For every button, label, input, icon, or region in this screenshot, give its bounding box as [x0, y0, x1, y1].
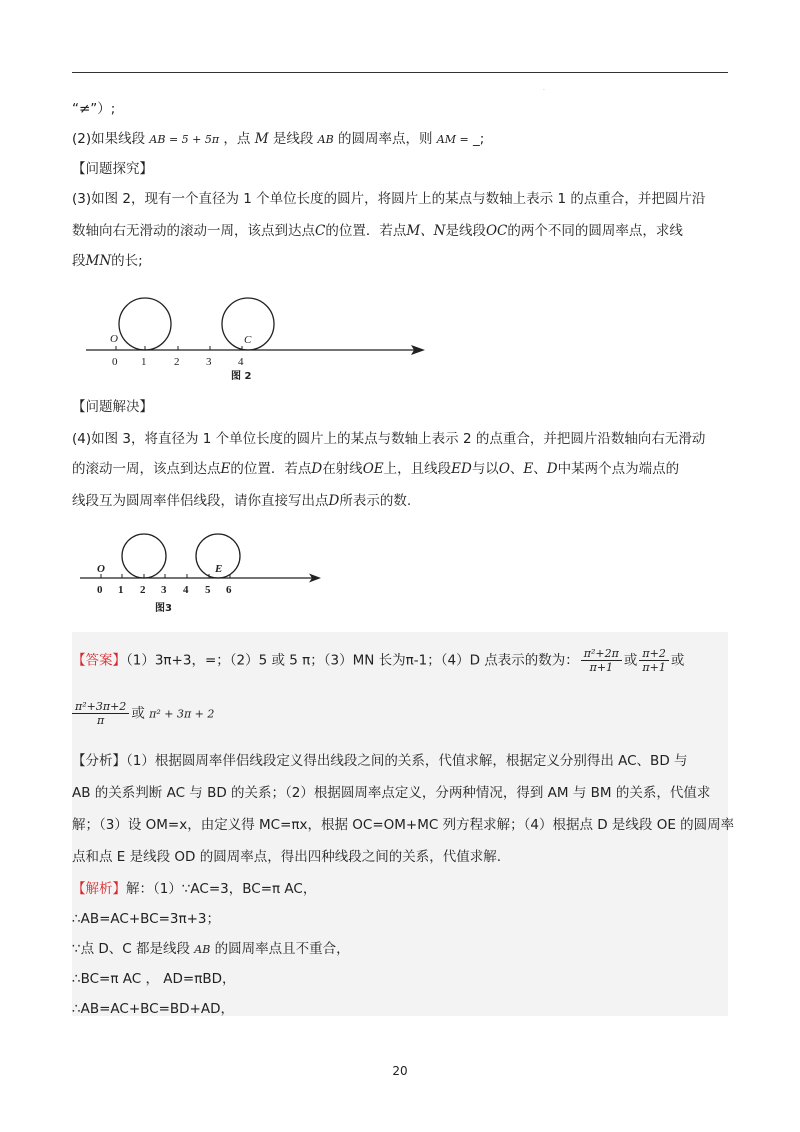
- solution-line3-prefix: ∵点 D、C 都是线段: [72, 941, 190, 957]
- q4-line2: [72, 460, 679, 478]
- analysis-line4: 点和点 E 是线段 OD 的圆周率点，得出四种线段之间的关系，代值求解.: [72, 849, 502, 865]
- fig3-label-o: O: [97, 563, 105, 575]
- q4-var-d3: D: [328, 493, 340, 509]
- answer-line2: [72, 700, 214, 728]
- fig2-tick-2: 2: [174, 356, 180, 368]
- q4-line3-prefix: 线段互为圆周率伴侣线段，请你直接写出点: [72, 493, 329, 509]
- answer-frac-2: [639, 647, 668, 674]
- answer-text: （1）3π+3，=；（2）5 或 5 π；（3）MN 长为π-1；（4）D 点表示的数为：: [126, 652, 579, 669]
- q4-line2-prefix: 的滚动一周，该点到达点: [72, 461, 221, 477]
- q4-line2-suffix: 中某两个点为端点的: [557, 461, 680, 477]
- fig3-caption: 图3: [155, 603, 172, 614]
- q4-var-e: E: [220, 461, 231, 477]
- fig2-tick-1: 1: [141, 356, 147, 368]
- answer-line1: [72, 647, 684, 674]
- answer-frac-2-den: π+1: [642, 661, 666, 674]
- q4-line2-mid4: 与以: [471, 461, 499, 477]
- fig2-tick-3: 3: [206, 356, 212, 368]
- analysis-line3: 解；（3）设 OM=x，由定义得 MC=πx，根据 OC=OM+MC 列方程求解；（4）根据点 D 是线段 OE 的圆周率: [72, 817, 735, 833]
- q3-var-mn: M、N: [406, 223, 446, 239]
- solution-line3-var: AB: [194, 943, 211, 956]
- page-number: 20: [392, 1064, 408, 1078]
- q3-var-mn2: MN: [85, 253, 112, 269]
- q4-var-ed: ED: [451, 461, 472, 477]
- analysis-line1: [72, 752, 688, 770]
- fig3-circle-start: [122, 534, 166, 578]
- answer-frac-2-num: π+2: [639, 647, 668, 661]
- q4-sep2: 、: [533, 461, 547, 477]
- q3-line1: (3)如图 2，现有一个直径为 1 个单位长度的圆片，将圆片上的某点与数轴上表示 1 的点重合，并把圆片沿: [72, 191, 706, 207]
- answer-frac-1-den: π+1: [589, 661, 614, 674]
- answer-tag: 【答案】: [72, 652, 126, 669]
- fig3-tick-3: 3: [161, 584, 167, 596]
- section-solve: 【问题解决】: [72, 399, 153, 415]
- q4-var-d2: D: [546, 461, 558, 477]
- q2-var-m: M: [254, 131, 269, 147]
- q4-line1: (4)如图 3，将直径为 1 个单位长度的圆片上的某点与数轴上表示 2 的点重合，并把圆片沿数轴向右无滑动: [72, 431, 706, 447]
- answer-frac-3: [72, 700, 129, 727]
- figure-3: [76, 530, 326, 616]
- fig3-tick-6: 6: [226, 584, 232, 596]
- fig2-label-o: O: [110, 333, 118, 345]
- answer-or-1: 或: [623, 652, 638, 669]
- solution-line1: [72, 880, 316, 898]
- header-dot: .: [543, 85, 545, 92]
- q4-var-e2: E: [523, 461, 534, 477]
- fig3-tick-4: 4: [183, 584, 189, 596]
- q2-prefix: (2)如果线段: [72, 131, 146, 147]
- q3-line2-mid1: 的位置．若点: [325, 223, 407, 239]
- q4-line2-mid3: 上，且线段: [383, 461, 452, 477]
- q3-line2: [72, 222, 683, 240]
- answer-expr-4: π² + 3π + 2: [149, 707, 215, 721]
- q2-mid3: 的圆周率点，则: [337, 131, 433, 147]
- q4-line2-mid1: 的位置．若点: [230, 461, 312, 477]
- q3-line3-suffix: 的长;: [111, 253, 143, 269]
- figure-2: [82, 290, 432, 385]
- fig2-caption: 图 2: [231, 371, 252, 382]
- q4-line2-mid2: 在射线: [322, 461, 363, 477]
- q3-line2-suffix: 的两个不同的圆周率点，求线: [507, 223, 683, 239]
- answer-or-2: 或: [670, 652, 685, 669]
- q4-line3: [72, 492, 411, 510]
- q2-expr: AB = 5 + 5π: [149, 133, 220, 146]
- fig2-tick-4: 4: [238, 356, 244, 368]
- answer-frac-1-num: π²+2π: [581, 647, 622, 661]
- solution-line1-text: 解：（1）∵AC=3，BC=π AC，: [126, 881, 317, 897]
- solution-line3: [72, 940, 350, 959]
- fig3-tick-1: 1: [118, 584, 124, 596]
- solution-tag: 【解析】: [72, 881, 126, 897]
- q2-expr2: AM =: [436, 133, 469, 146]
- fig3-tick-5: 5: [205, 584, 211, 596]
- solution-line3-suffix: 的圆周率点且不重合，: [214, 941, 350, 957]
- answer-frac-1: [581, 647, 622, 674]
- analysis-line2: AB 的关系判断 AC 与 BD 的关系；（2）根据圆周率点定义，分两种情况，得到 AM 与 BM 的关系，代值求: [72, 785, 711, 801]
- analysis-tag: 【分析】: [72, 753, 126, 769]
- fig3-tick-0: 0: [97, 584, 103, 596]
- fig2-tick-0: 0: [112, 356, 118, 368]
- q3-var-oc: OC: [485, 223, 508, 239]
- fig2-circle-start: [119, 298, 171, 350]
- q4-var-d: D: [311, 461, 323, 477]
- q4-sep1: 、: [509, 461, 524, 477]
- q2-var-ab: AB: [317, 133, 334, 146]
- answer-frac-3-den: π: [97, 714, 105, 727]
- q4-var-oe: OE: [362, 461, 384, 477]
- solution-line5: ∴AB=AC+BC=BD+AD，: [72, 1001, 234, 1017]
- q2-line: [72, 130, 484, 149]
- fig2-label-c: C: [244, 334, 252, 346]
- q3-line3: [72, 252, 143, 270]
- solution-line4: ∴BC=π AC ， AD=πBD，: [72, 971, 236, 987]
- header-rule: [72, 72, 728, 73]
- fig3-tick-2: 2: [140, 584, 146, 596]
- q3-var-c: C: [315, 223, 326, 239]
- fig3-label-e: E: [215, 563, 223, 575]
- q3-line3-prefix: 段: [72, 253, 86, 269]
- q4-line3-suffix: 所表示的数.: [339, 493, 412, 509]
- answer-frac-3-num: π²+3π+2: [72, 700, 129, 714]
- q3-line2-prefix: 数轴向右无滑动的滚动一周，该点到达点: [72, 223, 315, 239]
- section-explore: 【问题探究】: [72, 161, 153, 177]
- q2-mid1: ，点: [223, 131, 251, 147]
- q1-tail: “≠”）;: [72, 101, 116, 117]
- solution-line2: ∴AB=AC+BC=3π+3；: [72, 911, 221, 927]
- q2-blank: _;: [472, 131, 485, 147]
- analysis-line1-text: （1）根据圆周率伴侣线段定义得出线段之间的关系，代值求解，根据定义分别得出 AC、BD 与: [126, 753, 688, 769]
- q3-line2-mid2: 是线段: [445, 223, 486, 239]
- answer-or-3: 或: [131, 705, 145, 722]
- q2-mid2: 是线段: [272, 131, 314, 147]
- q4-var-o: O: [498, 461, 510, 477]
